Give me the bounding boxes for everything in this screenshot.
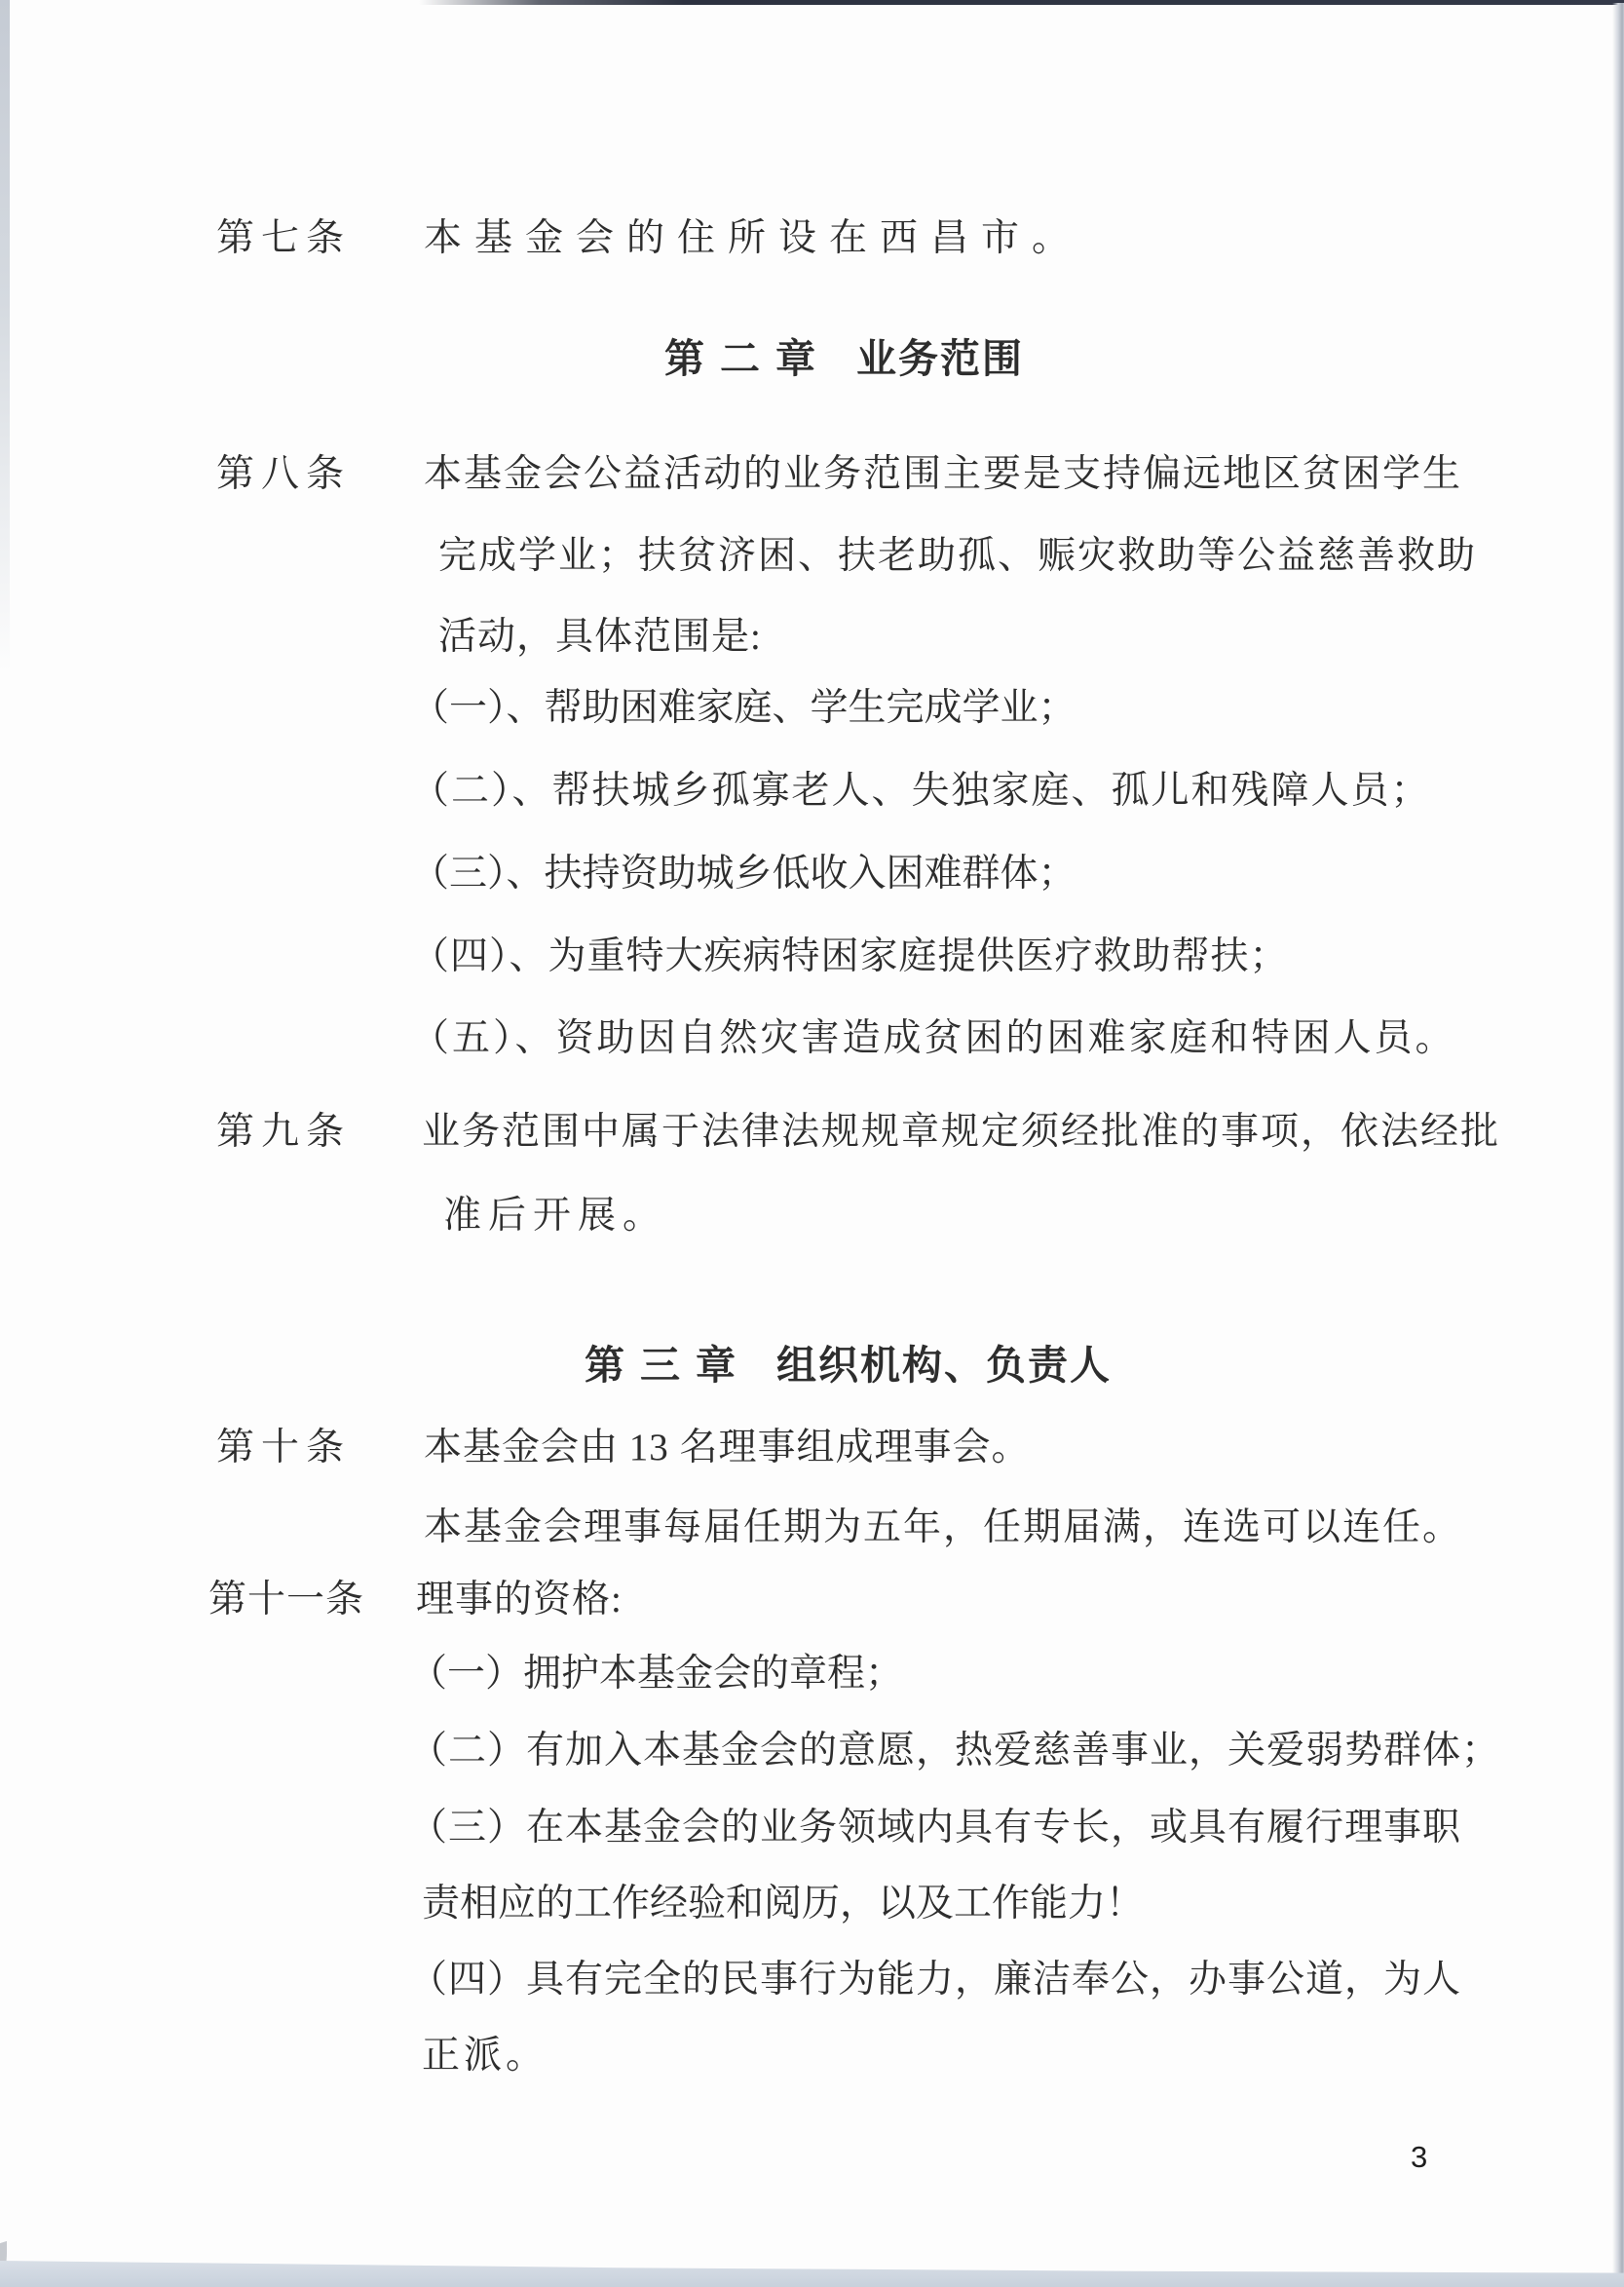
chapter2-title: 业务范围 <box>856 336 1024 381</box>
article8-item-1: （一）、帮助困难家庭、学生完成学业； <box>411 687 1076 729</box>
article8-item-3: （三）、扶持资助城乡低收入困难群体； <box>411 853 1076 895</box>
article11-item-2: （二）有加入本基金会的意愿，热爱慈善事业，关爱弱势群体； <box>409 1730 1501 1772</box>
chapter3-number: 第三章 <box>585 1343 751 1388</box>
chapter2-heading <box>664 335 1024 382</box>
scan-edge-right <box>1612 3 1624 2287</box>
article11-label: 第十一条 <box>208 1579 365 1620</box>
article8-line-3: 活动，具体范围是: <box>438 616 762 658</box>
article11-item-3-line-1: （三）在本基金会的业务领域内具有专长，或具有履行理事职 <box>409 1807 1462 1849</box>
article8-item-4: （四）、为重特大疾病特困家庭提供医疗救助帮扶； <box>411 935 1289 977</box>
chapter2-number: 第二章 <box>664 336 831 381</box>
article8-line-2: 完成学业；扶贫济困、扶老助孤、赈灾救助等公益慈善救助 <box>438 535 1478 577</box>
article9-line-2: 准后开展。 <box>443 1195 668 1237</box>
article11-intro: 理事的资格: <box>416 1579 623 1620</box>
article11-item-3-line-2: 责相应的工作经验和阅历，以及工作能力！ <box>422 1883 1145 1925</box>
article8-label: 第八条 <box>216 453 352 495</box>
scan-edge-left <box>0 0 10 672</box>
article8-item-2: （二）、帮扶城乡孤寡老人、失独家庭、孤儿和残障人员； <box>411 770 1431 812</box>
article7-label: 第七条 <box>216 217 352 259</box>
article7-text: 本基金会的住所设在西昌市。 <box>424 217 1083 259</box>
article8-line-1: 本基金会公益活动的业务范围主要是支持偏远地区贫困学生 <box>424 453 1463 495</box>
chapter3-title: 组织机构、负责人 <box>776 1343 1112 1388</box>
article9-label: 第九条 <box>216 1111 352 1153</box>
chapter3-heading <box>585 1342 1112 1389</box>
page-number: 3 <box>1411 2140 1428 2174</box>
scan-edge-top <box>419 0 1624 5</box>
article9-line-1: 业务范围中属于法律法规规章规定须经批准的事项，依法经批 <box>422 1111 1501 1153</box>
article11-item-4-line-2: 正派。 <box>422 2035 548 2077</box>
article11-item-1: （一）拥护本基金会的章程； <box>409 1653 904 1695</box>
scan-edge-bottom <box>0 2258 1624 2287</box>
article10-line-1: 本基金会由 13 名理事组成理事会。 <box>424 1427 1031 1468</box>
article10-label: 第十条 <box>216 1427 352 1468</box>
article8-item-5: （五）、资助因自然灾害造成贫困的困难家庭和特困人员。 <box>411 1017 1456 1059</box>
article10-line-2: 本基金会理事每届任期为五年，任期届满，连选可以连任。 <box>424 1506 1463 1548</box>
article11-item-4-line-1: （四）具有完全的民事行为能力，廉洁奉公，办事公道，为人 <box>409 1959 1462 2001</box>
